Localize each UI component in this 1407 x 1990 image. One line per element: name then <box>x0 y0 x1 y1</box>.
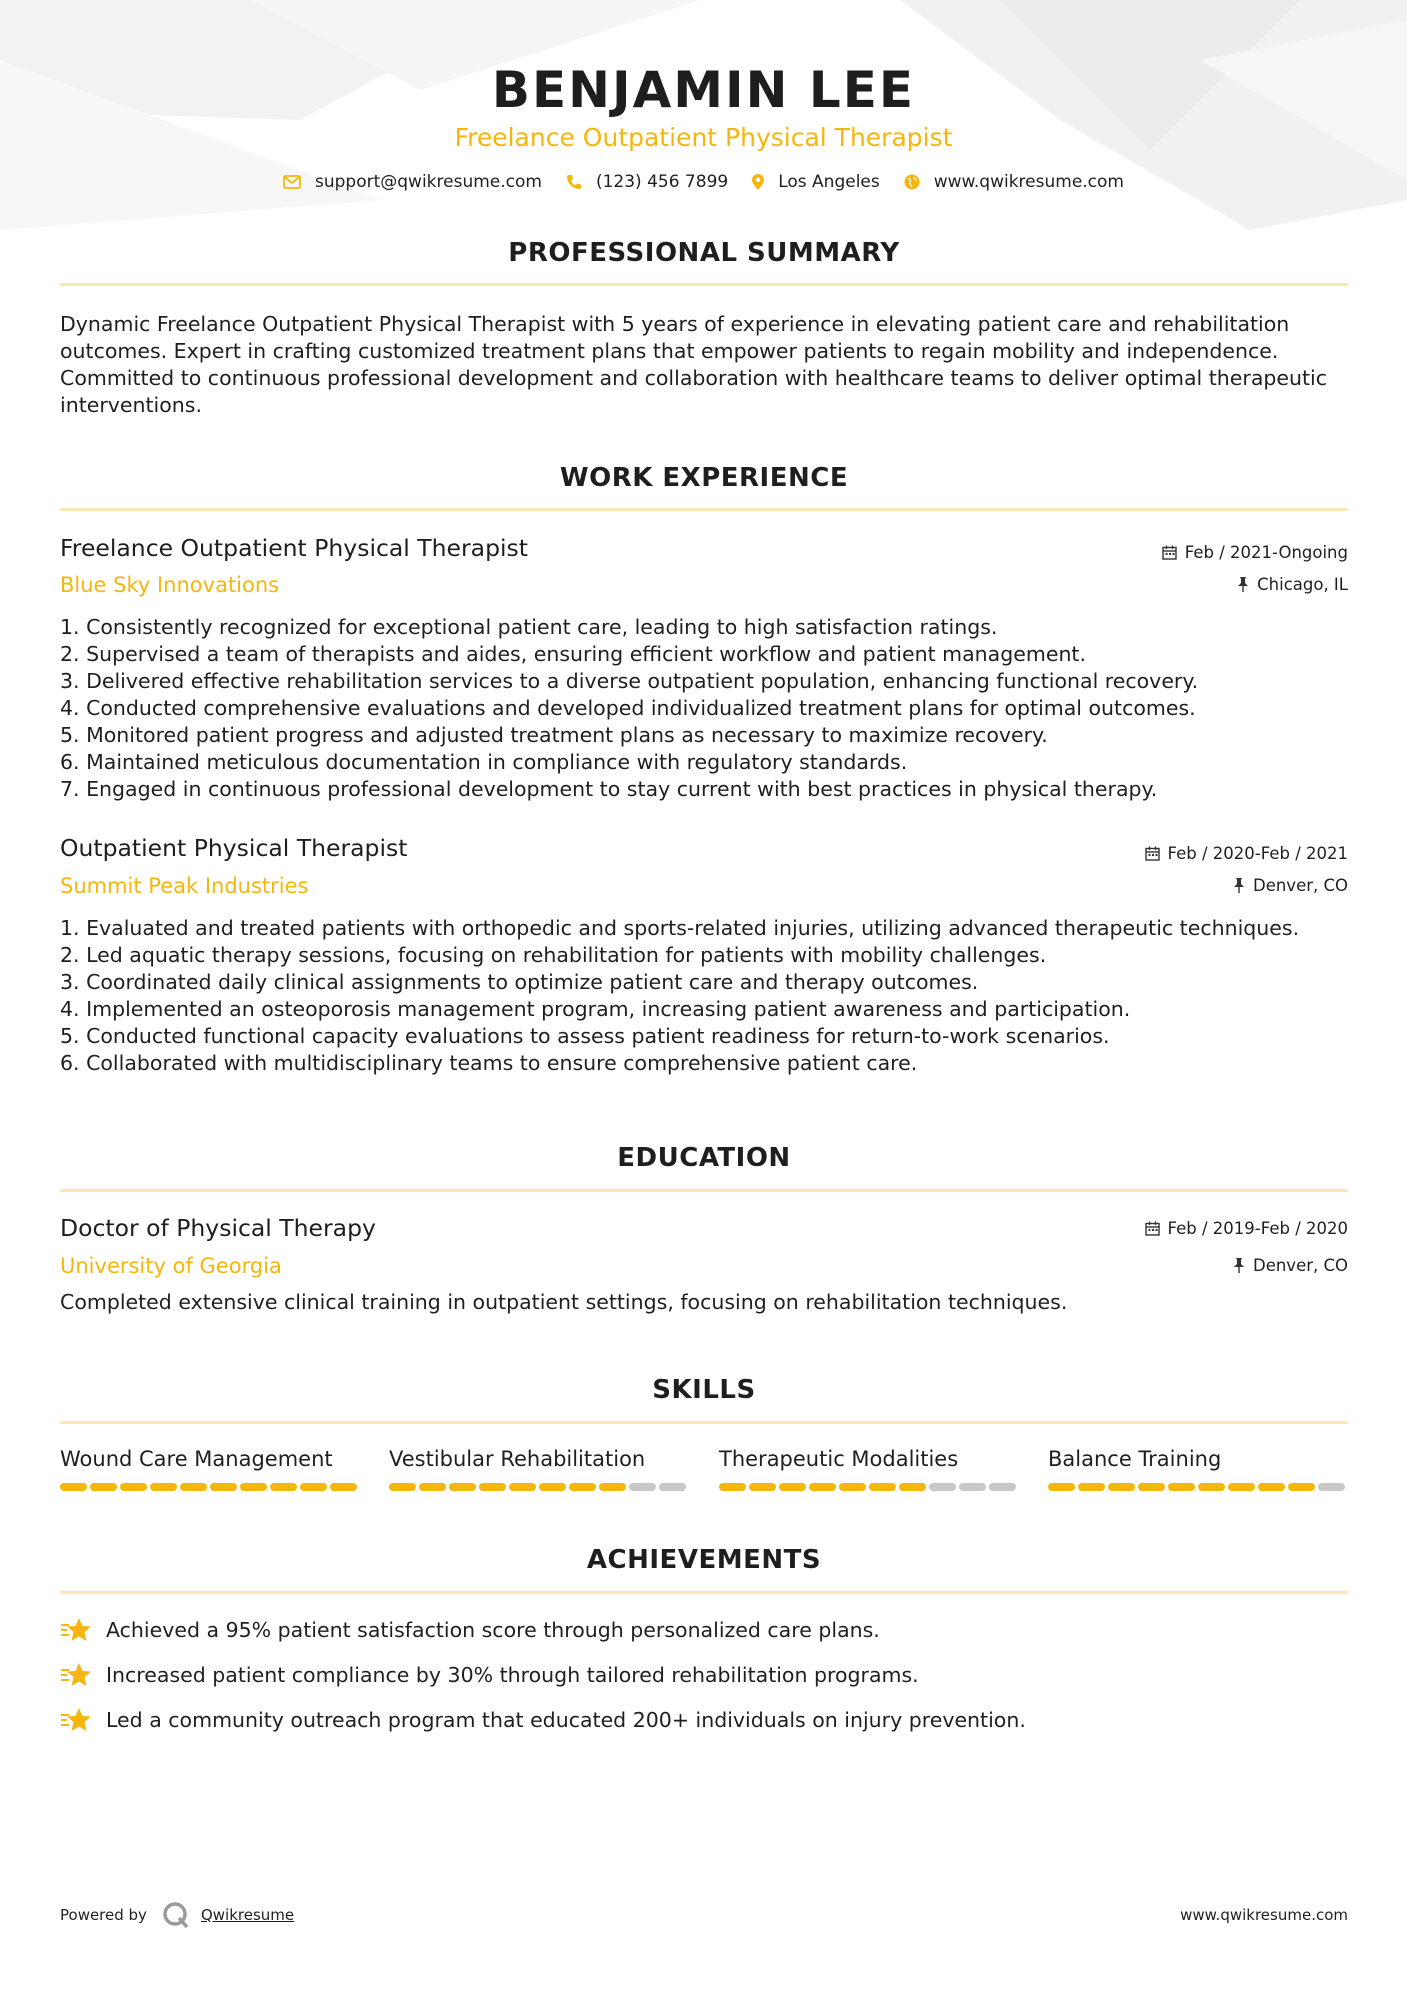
skill-segment-filled <box>449 1483 476 1491</box>
job-location-text: Denver, CO <box>1252 876 1348 895</box>
achievement-item <box>60 1616 880 1644</box>
achievement-item <box>60 1661 919 1689</box>
job-bullet: 3. Delivered effective rehabilitation services to a diverse outpatient population, enhancing functional recovery. <box>60 669 1199 693</box>
achievement-text: Led a community outreach program that educated 200+ individuals on injury prevention. <box>106 1708 1026 1732</box>
job-location <box>1237 575 1348 594</box>
job-bullet: 1. Evaluated and treated patients with orthopedic and sports-related injuries, utilizing advanced therapeutic techniques. <box>60 916 1300 940</box>
education-school: University of Georgia <box>60 1254 282 1278</box>
powered-by-label: Powered by <box>60 1906 147 1924</box>
skill-name: Balance Training <box>1048 1447 1222 1471</box>
experience-heading: WORK EXPERIENCE <box>559 463 849 493</box>
job-bullet: 6. Maintained meticulous documentation in compliance with regulatory standards. <box>60 750 908 774</box>
achievements-divider <box>60 1591 1348 1594</box>
skill-name: Therapeutic Modalities <box>719 1447 959 1471</box>
job-dates-text: Feb / 2020-Feb / 2021 <box>1167 844 1348 863</box>
calendar-icon <box>1145 846 1160 861</box>
skill-segment-filled <box>1108 1483 1135 1491</box>
job-title: Outpatient Physical Therapist <box>60 834 408 862</box>
skill-segment-filled <box>150 1483 177 1491</box>
skill-name: Vestibular Rehabilitation <box>389 1447 646 1471</box>
job-location <box>1233 876 1348 895</box>
skill-segment-empty <box>1318 1483 1345 1491</box>
skill-segment-filled <box>539 1483 566 1491</box>
job-dates <box>1162 543 1348 562</box>
skill-item <box>389 1446 689 1491</box>
skill-level-bar <box>389 1483 689 1491</box>
calendar-icon <box>1162 545 1177 560</box>
pushpin-icon <box>1237 577 1249 592</box>
job-dates <box>1145 844 1348 863</box>
qwikresume-logo-icon <box>161 1900 191 1930</box>
job-company: Summit Peak Industries <box>60 874 309 898</box>
contact-email[interactable] <box>283 172 542 192</box>
page-footer <box>60 1900 1348 1930</box>
skill-segment-filled <box>599 1483 626 1491</box>
resume-header <box>0 0 1407 192</box>
envelope-icon <box>283 175 301 189</box>
skill-segment-filled <box>1288 1483 1315 1491</box>
candidate-title: Freelance Outpatient Physical Therapist <box>454 123 953 152</box>
education-heading: EDUCATION <box>617 1143 791 1173</box>
qwikresume-link[interactable]: Qwikresume <box>200 1906 295 1924</box>
experience-divider <box>60 508 1348 511</box>
job-bullet: 6. Collaborated with multidisciplinary teams to ensure comprehensive patient care. <box>60 1051 918 1075</box>
skill-segment-filled <box>1138 1483 1165 1491</box>
powered-by <box>60 1900 294 1930</box>
contact-phone-text: (123) 456 7899 <box>595 172 729 192</box>
skill-segment-filled <box>1198 1483 1225 1491</box>
skill-level-bar <box>1048 1483 1348 1491</box>
skill-segment-empty <box>929 1483 956 1491</box>
summary-heading: PROFESSIONAL SUMMARY <box>508 238 900 268</box>
star-icon <box>60 1661 92 1689</box>
skill-segment-filled <box>90 1483 117 1491</box>
skill-segment-empty <box>659 1483 686 1491</box>
job-company: Blue Sky Innovations <box>60 573 280 597</box>
skill-segment-filled <box>899 1483 926 1491</box>
star-icon <box>60 1616 92 1644</box>
contact-email-text: support@qwikresume.com <box>315 172 542 192</box>
job-bullet: 4. Implemented an osteoporosis management program, increasing patient awareness and participation. <box>60 997 1131 1021</box>
contact-bar <box>0 172 1407 192</box>
achievement-text: Achieved a 95% patient satisfaction score through personalized care plans. <box>106 1618 880 1642</box>
contact-location <box>752 172 880 192</box>
skill-segment-empty <box>959 1483 986 1491</box>
job-location-text: Chicago, IL <box>1257 575 1348 594</box>
contact-website[interactable] <box>904 172 1124 192</box>
education-divider <box>60 1189 1348 1192</box>
skill-segment-filled <box>419 1483 446 1491</box>
skill-segment-filled <box>779 1483 806 1491</box>
phone-icon <box>566 174 582 190</box>
skill-item <box>60 1446 360 1491</box>
skill-segment-filled <box>60 1483 87 1491</box>
skill-segment-filled <box>300 1483 327 1491</box>
job-bullet: 2. Led aquatic therapy sessions, focusing on rehabilitation for patients with mobility challenges. <box>60 943 1047 967</box>
job-dates-text: Feb / 2021-Ongoing <box>1184 543 1348 562</box>
job-bullet: 5. Conducted functional capacity evaluations to assess patient readiness for return-to-work scenarios. <box>60 1024 1110 1048</box>
skill-item <box>719 1446 1019 1491</box>
skill-level-bar <box>60 1483 360 1491</box>
star-icon <box>60 1706 92 1734</box>
skill-name: Wound Care Management <box>60 1447 333 1471</box>
skill-segment-filled <box>1258 1483 1285 1491</box>
skills-heading: SKILLS <box>652 1375 756 1405</box>
skill-segment-empty <box>989 1483 1016 1491</box>
skill-segment-filled <box>569 1483 596 1491</box>
skill-segment-filled <box>389 1483 416 1491</box>
education-dates <box>1145 1219 1348 1238</box>
contact-phone[interactable] <box>566 172 728 192</box>
skill-segment-filled <box>869 1483 896 1491</box>
skill-segment-empty <box>629 1483 656 1491</box>
globe-icon <box>904 174 920 190</box>
map-pin-icon <box>752 174 764 190</box>
pushpin-icon <box>1233 878 1245 893</box>
education-location-text: Denver, CO <box>1252 1256 1348 1275</box>
summary-divider <box>60 283 1348 286</box>
skill-segment-filled <box>719 1483 746 1491</box>
education-description: Completed extensive clinical training in outpatient settings, focusing on rehabilitation techniques. <box>60 1290 1068 1314</box>
job-bullet: 1. Consistently recognized for exceptional patient care, leading to high satisfaction ratings. <box>60 615 998 639</box>
contact-website-text: www.qwikresume.com <box>933 172 1124 192</box>
skill-segment-filled <box>1228 1483 1255 1491</box>
education-degree: Doctor of Physical Therapy <box>60 1214 376 1242</box>
achievements-heading: ACHIEVEMENTS <box>586 1545 822 1575</box>
skill-segment-filled <box>120 1483 147 1491</box>
education-location <box>1233 1256 1348 1275</box>
job-bullet: 3. Coordinated daily clinical assignments to optimize patient care and therapy outcomes. <box>60 970 979 994</box>
skill-segment-filled <box>809 1483 836 1491</box>
summary-text: Dynamic Freelance Outpatient Physical Therapist with 5 years of experience in elevating patient care and rehabilitation outcomes. Expert in crafting customized treatment plans that empower patients to regain mobility and independence. Committed to continuous professional development and collaboration with healthcare teams to deliver optimal therapeutic interventions. <box>60 312 1328 417</box>
skill-segment-filled <box>749 1483 776 1491</box>
skill-segment-filled <box>270 1483 297 1491</box>
job-bullet: 7. Engaged in continuous professional development to stay current with best practices in physical therapy. <box>60 777 1158 801</box>
candidate-name: BENJAMIN LEE <box>491 61 916 119</box>
achievement-item <box>60 1706 1026 1734</box>
contact-location-text: Los Angeles <box>778 172 880 192</box>
job-bullet: 4. Conducted comprehensive evaluations and developed individualized treatment plans for optimal outcomes. <box>60 696 1196 720</box>
skill-segment-filled <box>180 1483 207 1491</box>
calendar-icon <box>1145 1221 1160 1236</box>
job-bullet: 2. Supervised a team of therapists and aides, ensuring efficient workflow and patient management. <box>60 642 1086 666</box>
job-title: Freelance Outpatient Physical Therapist <box>60 534 528 562</box>
skill-segment-filled <box>839 1483 866 1491</box>
footer-website[interactable]: www.qwikresume.com <box>1180 1906 1348 1924</box>
skill-item <box>1048 1446 1348 1491</box>
job-bullets <box>60 614 1348 803</box>
skill-segment-filled <box>1168 1483 1195 1491</box>
skill-segment-filled <box>1078 1483 1105 1491</box>
job-bullet: 5. Monitored patient progress and adjusted treatment plans as necessary to maximize recovery. <box>60 723 1048 747</box>
skill-level-bar <box>719 1483 1019 1491</box>
pushpin-icon <box>1233 1258 1245 1273</box>
skill-segment-filled <box>210 1483 237 1491</box>
skill-segment-filled <box>240 1483 267 1491</box>
job-bullets <box>60 915 1348 1077</box>
achievement-text: Increased patient compliance by 30% through tailored rehabilitation programs. <box>106 1663 919 1687</box>
skill-segment-filled <box>509 1483 536 1491</box>
skill-segment-filled <box>1048 1483 1075 1491</box>
skills-divider <box>60 1421 1348 1424</box>
skill-segment-filled <box>330 1483 357 1491</box>
education-dates-text: Feb / 2019-Feb / 2020 <box>1167 1219 1348 1238</box>
skill-segment-filled <box>479 1483 506 1491</box>
